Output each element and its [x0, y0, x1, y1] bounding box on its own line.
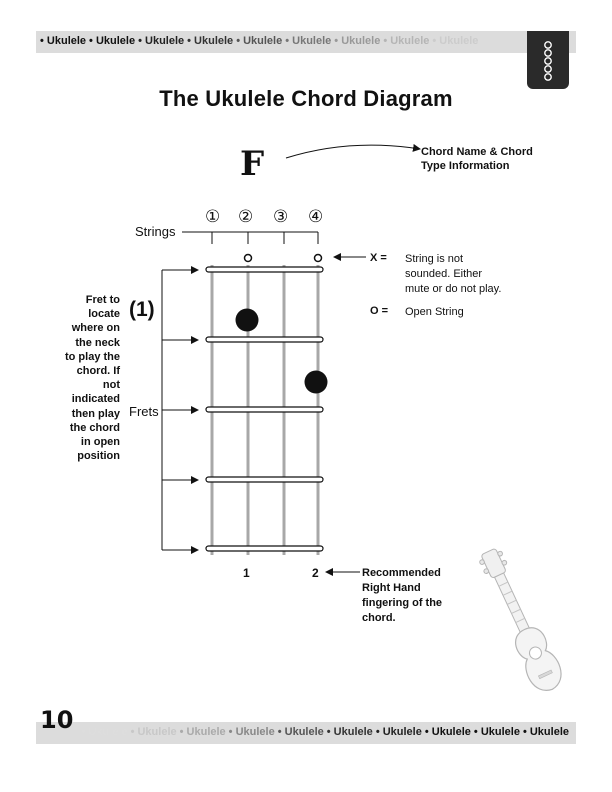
legend-x-text: String is not sounded. Either mute or do not play.: [405, 253, 502, 295]
fingering-number: 2: [312, 566, 319, 580]
ukulele-illustration: [473, 545, 567, 697]
footer-word: • Ukulele: [424, 726, 471, 738]
string-number: ②: [238, 207, 254, 227]
fret-position-number: (1): [129, 298, 155, 321]
string-number: ①: [205, 207, 221, 227]
fret-lines: [206, 267, 323, 551]
footer-words: [82, 726, 572, 738]
footer-word: • Ukulele: [326, 726, 373, 738]
footer-word: • Ukulele: [130, 726, 177, 738]
open-string-marker: [315, 255, 322, 262]
footer-word: • Ukulele: [228, 726, 275, 738]
header-word: • Ukulele: [40, 35, 87, 47]
footer-word: • Ukulele: [473, 726, 520, 738]
legend-o-key: O =: [370, 305, 389, 317]
fret-line: [206, 546, 323, 551]
fret-line: [206, 407, 323, 412]
footer-word: • Ukulele: [179, 726, 226, 738]
footer-band: [36, 722, 576, 744]
header-word: • Ukulele: [138, 35, 185, 47]
right-hand-description: Recommended Right Hand fingering of the chord.: [362, 567, 443, 624]
chord-name: F: [240, 144, 265, 184]
header-word: • Ukulele: [432, 35, 479, 47]
fret-line: [206, 477, 323, 482]
footer-word: • Ukulele: [81, 726, 128, 738]
footer-word: • Ukulele: [375, 726, 422, 738]
header-word: • Ukulele: [383, 35, 430, 47]
fret-line: [206, 337, 323, 342]
header-word: • Ukulele: [334, 35, 381, 47]
string-number: ③: [273, 207, 289, 227]
header-word: • Ukulele: [89, 35, 136, 47]
fret-description: Fret to locate where on the neck to play the chord. If not indicated then play the chord in open position: [64, 294, 120, 463]
page-number: 10: [40, 706, 74, 734]
header-word: • Ukulele: [236, 35, 283, 47]
header-word: • Ukulele: [187, 35, 234, 47]
finger-dot: [236, 309, 259, 332]
footer-word: • Ukulele: [277, 726, 324, 738]
chord-info-label: Chord Name & Chord Type Information: [421, 146, 533, 172]
strings-label: Strings: [135, 224, 176, 239]
string-number: ④: [308, 207, 324, 227]
chord-info-arrow: [286, 145, 420, 158]
legend-o-text: Open String: [405, 306, 464, 318]
frets-label: Frets: [129, 404, 159, 419]
legend-x-key: X =: [370, 252, 387, 264]
finger-dot: [305, 371, 328, 394]
open-string-marker: [245, 255, 252, 262]
footer-word: • Ukulele: [522, 726, 569, 738]
header-word: • Ukulele: [285, 35, 332, 47]
fingering-number: 1: [243, 566, 250, 580]
page-title: The Ukulele Chord Diagram: [159, 86, 453, 111]
fret-line: [206, 267, 323, 272]
